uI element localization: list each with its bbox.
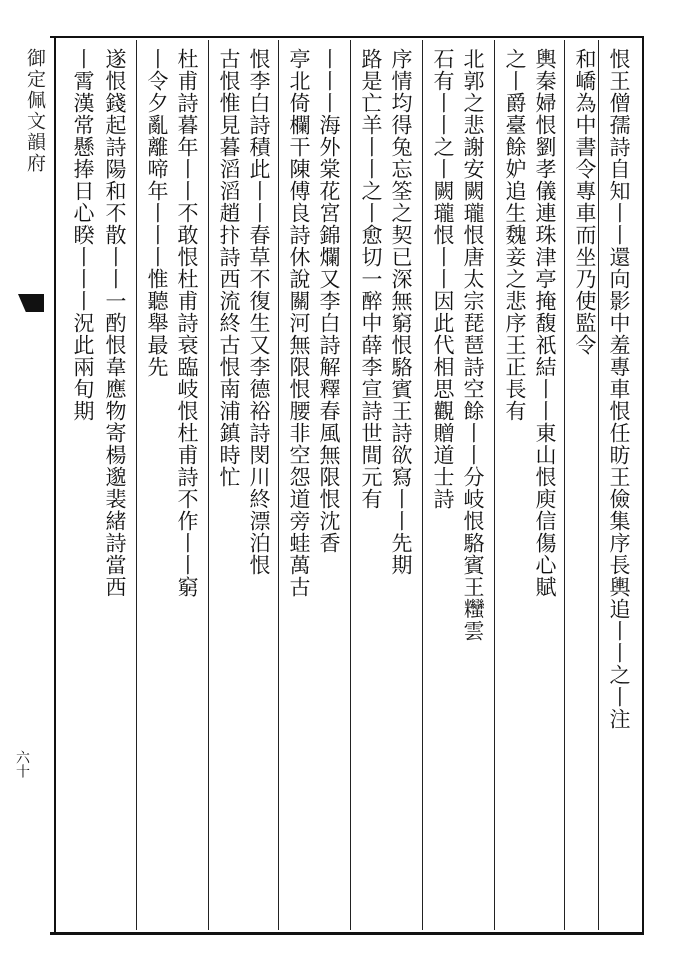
text-column-8: 路是亡羊丨丨之丨愈切一醉中薛李宣詩世間元有: [359, 48, 383, 510]
column-divider: [422, 40, 423, 930]
column-divider: [350, 40, 351, 930]
left-border: [54, 36, 56, 934]
text-column-15: 遂恨錢起詩陽和不散丨丨一酌恨韋應物寄楊邈裴緒詩當西: [103, 48, 127, 598]
top-border: [50, 36, 644, 38]
text-column-1: 恨王僧孺詩自知丨丨還向影中羞專車恨任昉王儉集序長輿追丨丨之丨注: [607, 48, 631, 730]
text-column-5: 北郭之悲謝安闕瓏恨唐太宗琵琶詩空餘丨丨分岐恨駱賓王𥾃雲: [461, 48, 485, 642]
column-divider: [494, 40, 495, 930]
text-column-14: 丨令夕亂離啼年丨丨丨惟聽舉最先: [145, 48, 169, 378]
text-column-13: 杜甫詩暮年丨丨不敢恨杜甫詩衰臨岐恨杜甫詩不作丨丨窮: [175, 48, 199, 598]
column-divider: [136, 40, 137, 930]
book-title: 御定佩文韻府: [24, 48, 46, 174]
text-column-10: 亭北倚欄干陳傅良詩休說關河無限恨腰非空怨道旁蛙萬古: [287, 48, 311, 598]
bottom-border: [50, 932, 644, 935]
column-divider: [564, 40, 565, 930]
text-column-4: 之丨爵臺餘妒追生魏妾之悲序王正長有: [503, 48, 527, 422]
text-column-11: 恨李白詩積此丨丨春草不復生又李德裕詩閔川終漂泊恨: [247, 48, 271, 576]
text-column-2: 和嶠為中書令專車而坐乃使監令: [573, 48, 597, 356]
text-column-7: 序情均得兔忘筌之契已深無窮恨駱賓王詩欲寫丨丨先期: [389, 48, 413, 576]
text-column-6: 石有丨丨之丨闕瓏恨丨丨因此代相思觀贈道士詩: [431, 48, 455, 510]
text-column-12: 古恨惟見暮滔滔趙抃詩西流終古恨南浦鎮時忙: [217, 48, 241, 488]
column-divider: [208, 40, 209, 930]
column-divider: [278, 40, 279, 930]
page-margin: [6, 48, 46, 928]
leaf-number: 六十: [14, 750, 30, 778]
text-column-9: 丨丨丨海外棠花宮錦爛又李白詩解釋春風無限恨沈香: [317, 48, 341, 554]
right-border: [642, 36, 644, 934]
text-column-3: 輿秦婦恨劉孝儀連珠津亭掩馥祇結丨丨東山恨庾信傷心賦: [533, 48, 557, 598]
text-column-16: 丨霄漢常懸捧日心睽丨丨丨況此兩旬期: [71, 48, 95, 422]
